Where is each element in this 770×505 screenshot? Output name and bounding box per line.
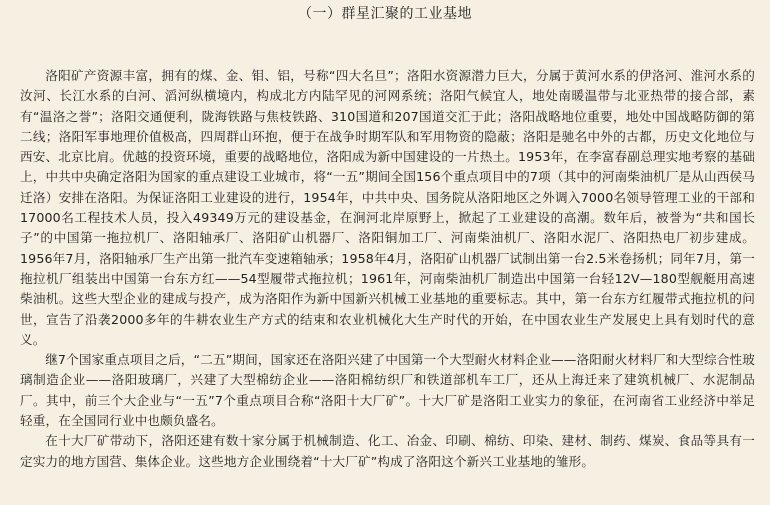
- body-text: [20, 66, 755, 472]
- paragraph: 继7个国家重点项目之后，“二五”期间，国家还在洛阳兴建了中国第一个大型耐火材料企业——洛阳耐火材料厂和大型综合性玻璃制造企业——洛阳玻璃厂，兴建了大型棉纺企业——洛阳棉纺织厂和铁道部机车工厂，还从上海迁来了建筑机械厂、水泥制品厂。其中，前三个大企业与“一五”7个重点项目合称“洛阳十大厂矿”。十大厂矿是洛阳工业实力的象征，在河南省工业经济中举足轻重，在全国同行业中也颇负盛名。: [20, 352, 755, 429]
- section-title: （一）群星汇聚的工业基地: [298, 6, 472, 22]
- paragraph: 在十大厂矿带动下，洛阳还建有数十家分属于机械制造、化工、冶金、印刷、棉纺、印染、建材、制药、煤炭、食品等具有一定实力的地方国营、集体企业。这些地方企业围绕着“十大厂矿”构成了洛阳这个新兴工业基地的雏形。: [20, 433, 755, 469]
- paragraph: 洛阳矿产资源丰富，拥有的煤、金、钼、铝，号称“四大名旦”；洛阳水资源潜力巨大，分属于黄河水系的伊洛河、淮河水系的汝河、长江水系的白河、滔河纵横境内，构成北方内陆罕见的河网系统；洛阳气候宜人，地处南暖温带与北亚热带的接合部，素有“温洛之誉”；洛阳交通便利，陇海铁路与焦枝铁路、310国道和207国道交汇于此；洛阳战略地位重要，地处中国战略防御的第二线；洛阳军事地理价值极高，四周群山环抱，便于在战争时期军队和军用物资的隐蔽；洛阳是驰名中外的古都，历史文化地位与西安、北京比肩。优越的投资环境，重要的战略地位，洛阳成为新中国建设的一片热土。1953年，在李富春副总理实地考察的基础上，中共中央确定洛阳为国家的重点建设工业城市，将“一五”期间全国156个重点项目中的7项（其中的河南柴油机厂是从山西侯马迁洛）安排在洛阳。为保证洛阳工业建设的进行，1954年，中共中央、国务院从洛阳地区之外调入7000名领导管理工业的干部和17000名工程技术人员，投入49349万元的建设基金，在涧河北岸原野上，掀起了工业建设的高潮。数年后，被誉为“共和国长子”的中国第一拖拉机厂、洛阳轴承厂、洛阳矿山机器厂、洛阳铜加工厂、河南柴油机厂、洛阳水泥厂、洛阳热电厂初步建成。1956年7月，洛阳轴承厂生产出第一批汽车变速箱轴承；1958年4月，洛阳矿山机器厂试制出第一台2.5米卷扬机；同年7月，第一拖拉机厂组装出中国第一台东方红——54型履带式拖拉机；1961年，河南柴油机厂制造出中国第一台轻12V—180型舰艇用高速柴油机。这些大型企业的建成与投产，成为洛阳作为新中国新兴机械工业基地的重要标志。其中，第一台东方红履带式拖拉机的问世，宣告了沿袭2000多年的牛耕农业生产方式的结束和农业机械化大生产时代的开始，在中国农业生产发展史上具有划时代的意义。: [20, 68, 755, 347]
